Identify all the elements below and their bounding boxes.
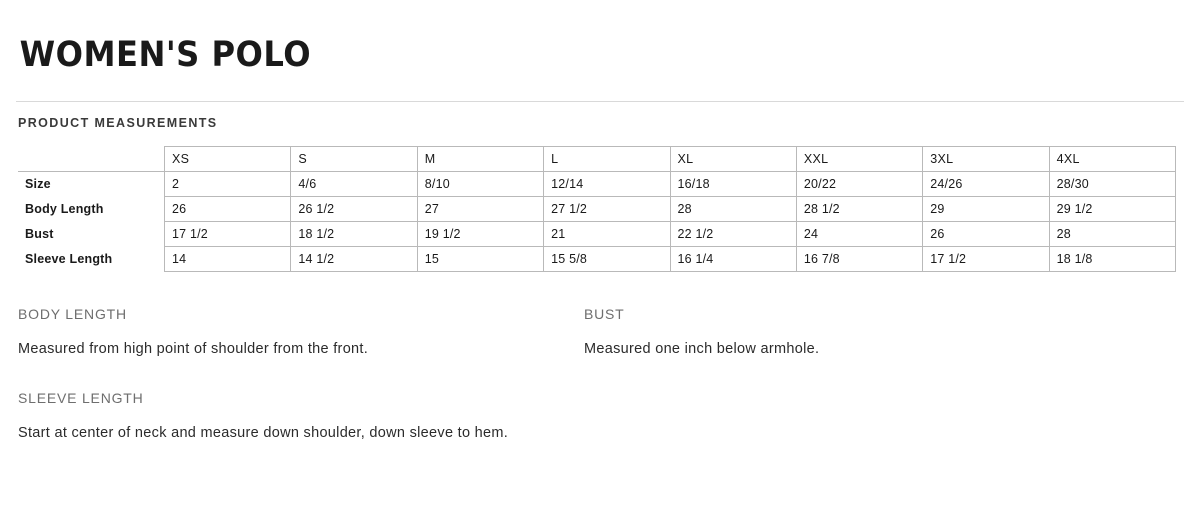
cell-body-length-4xl: 29 1/2 <box>1049 196 1175 221</box>
cell-sleeve-length-l: 15 5/8 <box>544 246 670 271</box>
cell-bust-4xl: 28 <box>1049 221 1175 246</box>
notes-column-left <box>18 306 558 476</box>
table-row <box>18 246 1176 271</box>
column-header-s: S <box>291 146 417 171</box>
column-header-xs: XS <box>165 146 291 171</box>
note-heading-bust: BUST <box>584 305 625 322</box>
cell-bust-xs: 17 1/2 <box>165 221 291 246</box>
cell-bust-xxl: 24 <box>796 221 922 246</box>
cell-size-3xl: 24/26 <box>923 171 1049 196</box>
column-header-4xl: 4XL <box>1049 146 1175 171</box>
cell-body-length-3xl: 29 <box>923 196 1049 221</box>
row-label-sleeve-length: Sleeve Length <box>18 246 165 271</box>
column-header-m: M <box>417 146 543 171</box>
measurements-table <box>18 146 1176 272</box>
cell-bust-xl: 22 1/2 <box>670 221 796 246</box>
cell-body-length-xl: 28 <box>670 196 796 221</box>
cell-sleeve-length-xl: 16 1/4 <box>670 246 796 271</box>
note-text-sleeve-length: Start at center of neck and measure down shoulder, down sleeve to hem. <box>18 425 509 442</box>
cell-size-m: 8/10 <box>417 171 543 196</box>
cell-bust-m: 19 1/2 <box>417 221 543 246</box>
cell-bust-s: 18 1/2 <box>291 221 417 246</box>
cell-sleeve-length-3xl: 17 1/2 <box>923 246 1049 271</box>
note-heading-sleeve-length: SLEEVE LENGTH <box>18 390 144 407</box>
note-bust <box>584 306 1124 363</box>
table-row <box>18 196 1176 221</box>
table-row <box>18 221 1176 246</box>
row-label-bust: Bust <box>18 221 165 246</box>
notes-column-right <box>584 306 1124 391</box>
row-label-size: Size <box>18 171 165 196</box>
row-label-body-length: Body Length <box>18 196 165 221</box>
page-title: WOMEN'S POLO <box>19 35 312 75</box>
cell-body-length-xs: 26 <box>165 196 291 221</box>
table-row <box>18 171 1176 196</box>
cell-sleeve-length-s: 14 1/2 <box>291 246 417 271</box>
note-text-bust: Measured one inch below armhole. <box>584 340 820 357</box>
column-header-3xl: 3XL <box>923 146 1049 171</box>
table-corner-cell <box>18 146 165 171</box>
cell-size-4xl: 28/30 <box>1049 171 1175 196</box>
cell-body-length-m: 27 <box>417 196 543 221</box>
note-text-body-length: Measured from high point of shoulder from the front. <box>18 340 369 357</box>
cell-body-length-xxl: 28 1/2 <box>796 196 922 221</box>
cell-bust-l: 21 <box>544 221 670 246</box>
table-header-row <box>18 146 1176 171</box>
cell-size-xl: 16/18 <box>670 171 796 196</box>
column-header-xl: XL <box>670 146 796 171</box>
title-divider <box>16 101 1184 102</box>
cell-body-length-l: 27 1/2 <box>544 196 670 221</box>
cell-sleeve-length-4xl: 18 1/8 <box>1049 246 1175 271</box>
cell-size-xxl: 20/22 <box>796 171 922 196</box>
cell-sleeve-length-xxl: 16 7/8 <box>796 246 922 271</box>
note-body-length <box>18 306 558 363</box>
cell-body-length-s: 26 1/2 <box>291 196 417 221</box>
cell-size-xs: 2 <box>165 171 291 196</box>
cell-sleeve-length-m: 15 <box>417 246 543 271</box>
column-header-xxl: XXL <box>796 146 922 171</box>
cell-size-s: 4/6 <box>291 171 417 196</box>
cell-size-l: 12/14 <box>544 171 670 196</box>
section-heading: PRODUCT MEASUREMENTS <box>18 115 218 130</box>
note-heading-body-length: BODY LENGTH <box>18 305 127 322</box>
note-sleeve-length <box>18 390 558 447</box>
cell-sleeve-length-xs: 14 <box>165 246 291 271</box>
cell-bust-3xl: 26 <box>923 221 1049 246</box>
column-header-l: L <box>544 146 670 171</box>
